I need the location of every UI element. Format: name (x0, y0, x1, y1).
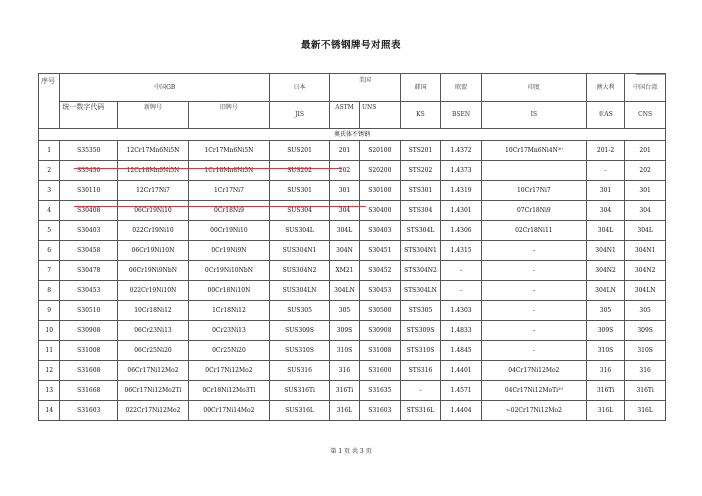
cell-ks: STS305 (400, 301, 441, 321)
cell-code: S31668 (60, 381, 118, 401)
cell-no: 2 (39, 161, 60, 181)
cell-cns: 316 (625, 361, 666, 381)
cell-new: 10Cr18Ni12 (118, 301, 189, 321)
cell-bsen: 1.4404 (441, 401, 482, 421)
table-row (39, 261, 666, 281)
cell-old: 0Cr19Ni10NbN (188, 261, 269, 281)
section-title: 奥氏体不锈钢 (39, 129, 666, 141)
cell-jis: SUS305 (270, 301, 330, 321)
cell-bsen: 1.4372 (441, 141, 482, 161)
header-row-1 (39, 74, 666, 102)
cns-header: CNS (625, 102, 666, 129)
cell-ks: STS304N2 (400, 261, 441, 281)
cell-uns: S30452 (359, 261, 400, 281)
cell-as: 309S (586, 321, 625, 341)
cell-is: - (481, 301, 586, 321)
cell-bsen: 1.4845 (441, 341, 482, 361)
cell-bsen: 1.4301 (441, 201, 482, 221)
cell-jis: SUS304LN (270, 281, 330, 301)
cell-is: 07Cr18Ni9 (481, 201, 586, 221)
uns-header: UNS (359, 102, 400, 129)
cell-new: 06Cr19Ni10N (118, 241, 189, 261)
cell-new: 06Cr25Ni20 (118, 341, 189, 361)
cell-uns: S30500 (359, 301, 400, 321)
cell-code: S30408 (60, 201, 118, 221)
cell-uns: S31600 (359, 361, 400, 381)
unified-code-header: 统一数字代码 (60, 102, 118, 129)
cell-jis: SUS304 (270, 201, 330, 221)
cell-code: S30458 (60, 241, 118, 261)
usa-header: 美国 (330, 74, 401, 102)
table-row (39, 221, 666, 241)
cell-cns: 305 (625, 301, 666, 321)
cell-bsen: 1.4401 (441, 361, 482, 381)
cell-code: S30403 (60, 221, 118, 241)
cell-bsen: 1.4306 (441, 221, 482, 241)
cell-no: 3 (39, 181, 60, 201)
cell-new: 06Cr19Ni10 (118, 201, 189, 221)
cell-ks: STS304L (400, 221, 441, 241)
cell-uns: S30403 (359, 221, 400, 241)
cell-code: S35350 (60, 141, 118, 161)
cell-cns: 201 (625, 141, 666, 161)
cell-no: 5 (39, 221, 60, 241)
cell-new: 022Cr19Ni10N (118, 281, 189, 301)
cell-no: 9 (39, 301, 60, 321)
cell-is: ~02Cr17Ni12Mo2 (481, 401, 586, 421)
cell-uns: S31603 (359, 401, 400, 421)
cell-old: 1Cr17Mn6Ni5N (188, 141, 269, 161)
cell-jis: SUS304L (270, 221, 330, 241)
cell-is: - (481, 241, 586, 261)
cell-as: 304 (586, 201, 625, 221)
cell-uns: S31635 (359, 381, 400, 401)
cell-ks: STS316 (400, 361, 441, 381)
table-row (39, 341, 666, 361)
cell-code: S30110 (60, 181, 118, 201)
grade-comparison-table (38, 73, 666, 421)
cell-no: 1 (39, 141, 60, 161)
japan-header: 日本 (270, 74, 330, 102)
cell-is: 10Cr17Ni7 (481, 181, 586, 201)
cell-is: - (481, 281, 586, 301)
cell-jis: SUS201 (270, 141, 330, 161)
cell-ks: STS201 (400, 141, 441, 161)
cell-no: 11 (39, 341, 60, 361)
cell-astm: 316Ti (330, 381, 360, 401)
cell-old: 0Cr23Ni13 (188, 321, 269, 341)
cell-bsen: 1.4315 (441, 241, 482, 261)
cell-no: 4 (39, 201, 60, 221)
cell-uns: S31008 (359, 341, 400, 361)
cell-is: 04Cr17Ni12Mo2 (481, 361, 586, 381)
cell-ks: STS301 (400, 181, 441, 201)
table-row (39, 361, 666, 381)
cell-cns: 304N1 (625, 241, 666, 261)
old-grade-header: 旧牌号 (188, 102, 269, 129)
cell-cns: 309S (625, 321, 666, 341)
cell-jis: SUS316L (270, 401, 330, 421)
cell-is: - (481, 321, 586, 341)
cell-as: 304N1 (586, 241, 625, 261)
cell-astm: 310S (330, 341, 360, 361)
cell-no: 13 (39, 381, 60, 401)
cell-uns: S20100 (359, 141, 400, 161)
cell-is: - (481, 341, 586, 361)
cell-astm: 304L (330, 221, 360, 241)
cell-jis: SUS202 (270, 161, 330, 181)
highlight-underline-row-2 (74, 168, 342, 169)
india-header: 印度 (481, 74, 586, 102)
cell-cns: 304LN (625, 281, 666, 301)
cell-cns: 316Ti (625, 381, 666, 401)
cell-jis: SUS304N2 (270, 261, 330, 281)
cell-ks: - (400, 381, 441, 401)
cell-cns: 202 (625, 161, 666, 181)
cell-code: S31008 (60, 341, 118, 361)
cell-new: 12Cr17Mn6Ni5N (118, 141, 189, 161)
cell-is: 04Cr17Ni12MoTi²⁰ (481, 381, 586, 401)
cell-is: 10Cr17Mn6Ni4N²⁰ (481, 141, 586, 161)
cell-as: 304LN (586, 281, 625, 301)
cell-old: 00Cr19Ni10 (188, 221, 269, 241)
cell-uns: S30400 (359, 201, 400, 221)
serial-header: 序号 (39, 74, 60, 129)
cell-old: 00Cr18Ni10N (188, 281, 269, 301)
cell-uns: S30908 (359, 321, 400, 341)
cell-uns: S30100 (359, 181, 400, 201)
page-title: 最新不锈钢牌号对照表 (300, 40, 401, 51)
cell-cns: 304N2 (625, 261, 666, 281)
cell-no: 14 (39, 401, 60, 421)
cell-is: 02Cr18Ni11 (481, 221, 586, 241)
table-row (39, 381, 666, 401)
cell-cns: 304L (625, 221, 666, 241)
cell-ks: STS202 (400, 161, 441, 181)
cell-code: S30510 (60, 301, 118, 321)
ks-header: KS (400, 102, 441, 129)
cell-as: 304N2 (586, 261, 625, 281)
cell-astm: XM21 (330, 261, 360, 281)
cell-astm: 305 (330, 301, 360, 321)
cell-ks: STS316L (400, 401, 441, 421)
cell-code: S30453 (60, 281, 118, 301)
table-row (39, 301, 666, 321)
cell-no: 10 (39, 321, 60, 341)
cell-bsen: 1.4303 (441, 301, 482, 321)
cell-as: 201-2 (586, 141, 625, 161)
cell-old: 0Cr19Ni9N (188, 241, 269, 261)
korea-header: 韩国 (400, 74, 441, 102)
cell-jis: SUS316 (270, 361, 330, 381)
cell-jis: SUS304N1 (270, 241, 330, 261)
table-row (39, 321, 666, 341)
cell-astm: 316 (330, 361, 360, 381)
cell-as: 316Ti (586, 381, 625, 401)
cell-is (481, 161, 586, 181)
australia-header: 澳大利 (586, 74, 625, 102)
cell-new: 06Cr17Ni12Mo2Ti (118, 381, 189, 401)
table-row (39, 161, 666, 181)
taiwan-header: 中国台湾 (625, 74, 666, 102)
table-row (39, 201, 666, 221)
cell-old: 0Cr18Ni9 (188, 201, 269, 221)
cell-old: 1Cr18Ni12 (188, 301, 269, 321)
cell-new: 12Cr17Ni7 (118, 181, 189, 201)
cell-astm: 202 (330, 161, 360, 181)
cell-jis: SUS310S (270, 341, 330, 361)
cell-ks: STS310S (400, 341, 441, 361)
cell-uns: S20200 (359, 161, 400, 181)
cell-old: 00Cr17Ni14Mo2 (188, 401, 269, 421)
cell-new: 12Cr18Mn9Ni5N (118, 161, 189, 181)
cell-code: S30478 (60, 261, 118, 281)
cell-old: 0Cr25Ni20 (188, 341, 269, 361)
cell-as: 310S (586, 341, 625, 361)
cell-code: S35450 (60, 161, 118, 181)
cell-no: 6 (39, 241, 60, 261)
cell-astm: 304 (330, 201, 360, 221)
bsen-header: BSEN (441, 102, 482, 129)
cell-new: 06Cr17Ni12Mo2 (118, 361, 189, 381)
cell-as: 316 (586, 361, 625, 381)
is-header: IS (481, 102, 586, 129)
cell-jis: SUS316Ti (270, 381, 330, 401)
europe-header: 欧盟 (441, 74, 482, 102)
cell-bsen: - (441, 281, 482, 301)
cell-old: 0Cr17Ni12Mo2 (188, 361, 269, 381)
table-row (39, 241, 666, 261)
cell-bsen: 1.4373 (441, 161, 482, 181)
cell-cns: 301 (625, 181, 666, 201)
cell-old: 0Cr18Ni12Mo3Ti (188, 381, 269, 401)
cell-no: 12 (39, 361, 60, 381)
cell-uns: S30451 (359, 241, 400, 261)
jis-header: JIS (270, 102, 330, 129)
china-gb-header: 中国GB (60, 74, 270, 102)
header-row-2 (39, 102, 666, 129)
cell-no: 8 (39, 281, 60, 301)
cell-no: 7 (39, 261, 60, 281)
cell-code: S31608 (60, 361, 118, 381)
cell-uns: S30453 (359, 281, 400, 301)
cell-ks: STS304LN (400, 281, 441, 301)
table-row (39, 181, 666, 201)
section-row (39, 129, 666, 141)
highlight-underline-row-4 (74, 206, 366, 207)
cell-astm: 304LN (330, 281, 360, 301)
new-grade-header: 新牌号 (118, 102, 189, 129)
table-row (39, 141, 666, 161)
cell-is: - (481, 261, 586, 281)
cell-new: 06Cr23Ni13 (118, 321, 189, 341)
cell-new: 022Cr19Ni10 (118, 221, 189, 241)
cell-astm: 304N (330, 241, 360, 261)
page-footer: 第 1 页 共 3 页 (330, 448, 372, 455)
cell-as: 316L (586, 401, 625, 421)
cell-old: 1Cr17Ni7 (188, 181, 269, 201)
table-row (39, 281, 666, 301)
cell-bsen: 1.4319 (441, 181, 482, 201)
cell-astm: 301 (330, 181, 360, 201)
cell-cns: 316L (625, 401, 666, 421)
cell-astm: 309S (330, 321, 360, 341)
astm-header: ASTM (330, 102, 360, 129)
cell-ks: STS309S (400, 321, 441, 341)
cell-bsen: 1.4571 (441, 381, 482, 401)
table-row (39, 401, 666, 421)
cell-as: 304L (586, 221, 625, 241)
cell-ks: STS304N1 (400, 241, 441, 261)
cell-as: - (586, 161, 625, 181)
cell-astm: 316L (330, 401, 360, 421)
cell-astm: 201 (330, 141, 360, 161)
cell-ks: STS304 (400, 201, 441, 221)
cell-bsen: - (441, 261, 482, 281)
cell-as: 301 (586, 181, 625, 201)
cell-new: 022Cr17Ni12Mo2 (118, 401, 189, 421)
cell-jis: SUS309S (270, 321, 330, 341)
cell-jis: SUS301 (270, 181, 330, 201)
as-header: 亚AS (586, 102, 625, 129)
cell-cns: 304 (625, 201, 666, 221)
cell-code: S30908 (60, 321, 118, 341)
cell-old: 1Cr18Mn8Ni5N (188, 161, 269, 181)
cell-as: 305 (586, 301, 625, 321)
cell-cns: 310S (625, 341, 666, 361)
cell-bsen: 1.4833 (441, 321, 482, 341)
cell-new: 06Cr19Ni9NbN (118, 261, 189, 281)
cell-code: S31603 (60, 401, 118, 421)
